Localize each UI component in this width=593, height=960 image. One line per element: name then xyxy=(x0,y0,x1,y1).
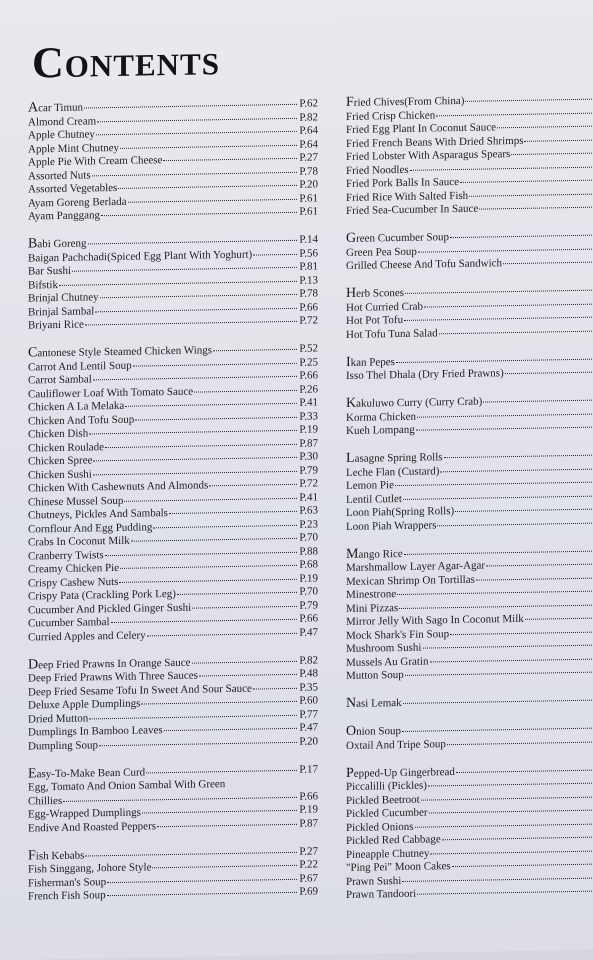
page-number: P.41 xyxy=(299,396,318,409)
recipe-name: Dried Mutton xyxy=(28,711,89,726)
dot-leader xyxy=(125,403,297,407)
contents-group xyxy=(28,232,318,333)
dot-leader xyxy=(153,524,297,528)
dot-leader xyxy=(107,878,297,882)
recipe-name: Isso Thel Dhala (Dry Fried Prawns) xyxy=(346,367,504,382)
recipe-name: Fried Rice With Salted Fish xyxy=(346,189,469,204)
dot-leader xyxy=(120,565,297,569)
page-number: P.20 xyxy=(299,734,318,748)
page-number: P.19 xyxy=(299,423,318,436)
recipe-name: Crabs In Coconut Milk xyxy=(28,534,130,549)
dot-leader xyxy=(199,674,297,677)
dot-leader xyxy=(405,289,593,294)
dot-leader xyxy=(157,823,297,826)
page-number: P.70 xyxy=(299,531,318,544)
recipe-name: Creamy Chicken Pie xyxy=(28,561,120,576)
dot-leader xyxy=(101,212,297,216)
page-number: P.79 xyxy=(299,598,318,612)
page-number: P.61 xyxy=(299,191,318,205)
dot-leader xyxy=(404,550,593,555)
dot-leader xyxy=(436,112,593,116)
recipe-name: Mushroom Sushi xyxy=(346,641,422,655)
page-number: P.22 xyxy=(299,858,318,871)
recipe-name: Bifstik xyxy=(28,278,58,292)
page-number: P.41 xyxy=(299,490,318,504)
recipe-name: Egg-Wrapped Dumplings xyxy=(28,806,141,821)
dot-leader xyxy=(85,851,297,856)
dot-leader xyxy=(192,605,297,608)
page-number: P.52 xyxy=(299,342,318,355)
dot-leader xyxy=(415,823,593,827)
dot-leader xyxy=(152,865,297,869)
recipe-name: Nasi Lemak xyxy=(346,695,402,711)
recipe-name: Mock Shark's Fin Soup xyxy=(346,627,450,642)
dot-leader xyxy=(452,863,593,867)
page-number: P.72 xyxy=(299,477,318,490)
recipe-name: Loon Piah(Spring Rolls) xyxy=(346,505,455,519)
dot-leader xyxy=(421,796,593,800)
page-number: P.72 xyxy=(299,314,318,327)
recipe-name: Marshmallow Layer Agar-Agar xyxy=(346,559,486,574)
contents-group xyxy=(346,720,593,753)
page-number: P.66 xyxy=(299,369,318,382)
page-title: Contents xyxy=(32,35,220,88)
contents-group xyxy=(28,341,318,644)
recipe-name: Cauliflower Loaf With Tomato Sauce xyxy=(28,385,194,401)
recipe-name: Briyani Rice xyxy=(28,318,84,332)
dot-leader xyxy=(469,193,593,196)
contents-group xyxy=(28,762,318,836)
page-number: P.82 xyxy=(299,110,318,124)
dot-leader xyxy=(192,660,298,663)
dot-leader xyxy=(439,330,593,334)
recipe-name: Hot Tofu Tuna Salad xyxy=(346,326,438,341)
recipe-name: Brinjal Sambal xyxy=(28,304,95,319)
recipe-name: Deep Fried Prawns With Three Sauces xyxy=(28,669,198,685)
dot-leader xyxy=(497,125,593,128)
dot-leader xyxy=(417,413,593,417)
page-number: P.20 xyxy=(299,178,318,191)
recipe-name: Mussels Au Gratin xyxy=(346,655,429,669)
dot-leader xyxy=(525,617,593,619)
contents-group xyxy=(346,447,593,534)
dot-leader xyxy=(128,198,298,202)
dot-leader xyxy=(511,152,593,155)
dot-leader xyxy=(135,416,297,420)
recipe-name: Chicken And Tofu Soup xyxy=(28,413,135,428)
recipe-name: Fried Pork Balls In Sauce xyxy=(346,175,460,190)
contents-group xyxy=(346,543,593,684)
page-number: P.27 xyxy=(299,844,318,858)
contents-group xyxy=(346,351,593,384)
page-number: P.26 xyxy=(299,382,318,396)
recipe-name: Mexican Shrimp On Tortillas xyxy=(346,573,475,588)
recipe-name: Pickled Red Cabbage xyxy=(346,833,441,847)
dot-leader xyxy=(456,769,593,773)
recipe-name: Apple Mint Chutney xyxy=(28,141,120,156)
contents-group xyxy=(346,227,593,273)
recipe-name: Pepped-Up Gingerbread xyxy=(346,765,455,781)
page-number: P.87 xyxy=(299,816,318,830)
dot-leader xyxy=(437,522,593,526)
recipe-name: Lentil Cutlet xyxy=(346,492,402,506)
page-number: P.35 xyxy=(299,680,318,694)
page-number: P.62 xyxy=(299,97,318,110)
dot-leader xyxy=(460,179,593,183)
recipe-name: Lasagne Spring Rolls xyxy=(346,450,443,466)
dot-leader xyxy=(397,590,593,595)
dot-leader xyxy=(253,687,297,689)
dot-leader xyxy=(424,303,593,307)
dot-leader xyxy=(483,399,593,402)
dot-leader xyxy=(88,240,298,245)
page-number: P.68 xyxy=(299,558,318,571)
recipe-name: Pineapple Chutney xyxy=(346,847,430,861)
page-number: P.87 xyxy=(299,436,318,450)
dot-leader xyxy=(253,253,297,255)
page-number: P.60 xyxy=(299,694,318,707)
dot-leader xyxy=(97,117,297,121)
page-number: P.30 xyxy=(299,450,318,463)
recipe-name: Fried Sea-Cucumber In Sauce xyxy=(346,202,479,217)
page-number: P.67 xyxy=(299,871,318,885)
recipe-name: Carrot And Lentil Soup xyxy=(28,359,132,374)
recipe-name: Fried Lobster With Asparagus Spears xyxy=(346,148,511,163)
recipe-name: Baigan Pachchadi(Spiced Egg Plant With Yoghurt) xyxy=(28,248,253,265)
page-number: P.14 xyxy=(299,233,318,246)
dot-leader xyxy=(131,538,298,542)
page-number: P.64 xyxy=(299,124,318,137)
page-number: P.47 xyxy=(299,721,318,734)
recipe-name: Piccalilli (Pickles) xyxy=(346,779,427,793)
recipe-name: Chicken Roulade xyxy=(28,440,105,455)
dot-leader xyxy=(417,890,593,894)
page-number: P.88 xyxy=(299,544,318,558)
recipe-name: Almond Cream xyxy=(28,114,97,129)
recipe-name: Chutneys, Pickles And Sambals xyxy=(28,507,168,522)
recipe-name: Mango Rice xyxy=(346,546,403,562)
dot-leader xyxy=(118,185,297,189)
recipe-name: Deluxe Apple Dumplings xyxy=(28,697,141,712)
recipe-name: Leche Flan (Custard) xyxy=(346,464,440,479)
recipe-name: Fried Egg Plant In Coconut Sauce xyxy=(346,121,497,136)
page-number: P.27 xyxy=(299,151,318,164)
page-number: P.23 xyxy=(299,517,318,531)
dot-leader xyxy=(119,578,297,582)
recipe-name: Chicken With Cashewnuts And Almonds xyxy=(28,479,209,495)
recipe-name: Mirror Jelly With Sago In Coconut Milk xyxy=(346,612,524,628)
dot-leader xyxy=(442,836,593,840)
contents-column-left xyxy=(28,96,318,917)
dot-leader xyxy=(403,699,593,704)
recipe-name: French Fish Soup xyxy=(28,889,106,903)
dot-leader xyxy=(147,632,298,636)
recipe-name: Pickled Onions xyxy=(346,820,414,834)
dot-leader xyxy=(133,362,298,366)
dot-leader xyxy=(146,769,297,773)
recipe-name: Dumplings In Bamboo Leaves xyxy=(28,724,163,739)
dot-leader xyxy=(428,782,593,786)
recipe-name: Cantonese Style Steamed Chicken Wings xyxy=(28,344,213,361)
recipe-name: Fried Crisp Chicken xyxy=(346,108,436,123)
recipe-name: Herb Scones xyxy=(346,285,405,301)
dot-leader xyxy=(105,443,297,447)
dot-leader xyxy=(142,810,297,814)
page-number: P.78 xyxy=(299,164,318,178)
dot-leader xyxy=(164,728,298,731)
dot-leader xyxy=(416,426,593,430)
recipe-name: Mini Pizzas xyxy=(346,601,399,615)
page-number: P.66 xyxy=(299,789,318,803)
dot-leader xyxy=(120,144,297,148)
dot-leader xyxy=(402,877,593,882)
recipe-name: Chicken Spree xyxy=(28,454,93,468)
dot-leader xyxy=(124,497,297,501)
dot-leader xyxy=(59,280,297,285)
recipe-name: Kakuluwo Curry (Curry Crab) xyxy=(346,395,483,411)
contents-column-right xyxy=(346,91,593,916)
page-number: P.19 xyxy=(299,571,318,585)
page-number: P.63 xyxy=(299,504,318,517)
recipe-name: Chicken A La Melaka xyxy=(28,399,125,414)
dot-leader xyxy=(107,892,298,896)
recipe-name: Grilled Cheese And Tofu Sandwich xyxy=(346,257,503,272)
dot-leader xyxy=(163,158,297,161)
dot-leader xyxy=(85,321,297,326)
recipe-name: Endive And Roasted Peppers xyxy=(28,819,157,835)
recipe-name: Fisherman's Soup xyxy=(28,875,107,890)
dot-leader xyxy=(93,470,297,475)
recipe-name: Babi Goreng xyxy=(28,236,87,252)
recipe-name: Crispy Pata (Crackling Pork Leg) xyxy=(28,587,176,603)
recipe-name: Fish Singgang, Johore Style xyxy=(28,861,152,876)
page-number: P.77 xyxy=(299,707,318,721)
dot-leader xyxy=(404,316,593,321)
dot-leader xyxy=(430,850,593,854)
dot-leader xyxy=(95,307,297,312)
dot-leader xyxy=(402,727,593,732)
recipe-name: Cornflour And Egg Pudding xyxy=(28,520,153,536)
recipe-name: Prawn Sushi xyxy=(346,874,402,888)
page-number: P.78 xyxy=(299,287,318,300)
page-number: P.13 xyxy=(299,273,318,287)
recipe-name: Carrot Sambal xyxy=(28,373,92,387)
recipe-name: Green Pea Soup xyxy=(346,245,417,259)
dot-leader xyxy=(111,619,298,623)
page-number: P.82 xyxy=(299,653,318,667)
page-number: P.69 xyxy=(299,885,318,898)
recipe-name: Fried Chives(From China) xyxy=(346,94,465,110)
recipe-name: Assorted Vegetables xyxy=(28,181,118,196)
recipe-name: Hot Curried Crab xyxy=(346,300,423,314)
contents-group xyxy=(346,91,593,218)
dot-leader xyxy=(177,592,297,595)
recipe-name: Hot Pot Tofu xyxy=(346,313,404,327)
dot-leader xyxy=(465,98,593,101)
dot-leader xyxy=(141,701,297,705)
recipe-name: Deep Fried Prawns In Orange Sauce xyxy=(28,656,191,673)
page-number: P.66 xyxy=(299,612,318,625)
recipe-name: Onion Soup xyxy=(346,723,402,739)
recipe-name: Korma Chicken xyxy=(346,410,416,424)
dot-leader xyxy=(93,376,297,381)
recipe-name: Cucumber Sambal xyxy=(28,616,110,630)
recipe-name: Chillies xyxy=(28,794,63,808)
dot-leader xyxy=(89,714,297,719)
dot-leader xyxy=(410,166,593,170)
recipe-name: Curried Apples and Celery xyxy=(28,628,146,644)
page-number: P.33 xyxy=(299,409,318,423)
contents-group xyxy=(346,282,593,342)
page-number: P.66 xyxy=(299,300,318,314)
dot-leader xyxy=(92,171,298,176)
page-number: P.47 xyxy=(299,625,318,639)
recipe-name: Mutton Soup xyxy=(346,668,404,682)
dot-leader xyxy=(169,511,297,514)
page-number: P.19 xyxy=(299,803,318,816)
recipe-name: Loon Piah Wrappers xyxy=(346,518,437,533)
dot-leader xyxy=(399,604,593,609)
dot-leader xyxy=(418,248,593,252)
dot-leader xyxy=(405,671,593,676)
dot-leader xyxy=(396,358,593,363)
contents-group xyxy=(346,762,593,903)
recipe-name: Chinese Mussel Soup xyxy=(28,494,124,509)
contents-group xyxy=(346,392,593,438)
dot-leader xyxy=(100,294,298,298)
dot-leader xyxy=(505,371,593,374)
dot-leader xyxy=(89,430,297,435)
contents-entry[interactable] xyxy=(346,692,593,711)
recipe-name: Minestrone xyxy=(346,588,397,601)
recipe-name: Apple Chutney xyxy=(28,128,95,142)
recipe-name: Egg, Tomato And Onion Sambal With Green xyxy=(28,778,226,794)
page-number: P.56 xyxy=(299,246,318,260)
dot-leader xyxy=(99,741,297,745)
recipe-name: Easy-To-Make Bean Curd xyxy=(28,765,146,782)
page-number: P.79 xyxy=(299,463,318,477)
recipe-name: Pickled Beetroot xyxy=(346,793,420,807)
contents-group xyxy=(346,692,593,711)
recipe-name: Ayam Goreng Berlada xyxy=(28,195,127,210)
dot-leader xyxy=(213,349,297,351)
recipe-name: Oxtail And Tripe Soup xyxy=(346,737,446,752)
recipe-name: Deep Fried Sesame Tofu In Sweet And Sour Sauce xyxy=(28,682,252,699)
recipe-name: Chicken Sushi xyxy=(28,467,92,482)
dot-leader xyxy=(423,644,593,648)
dot-leader xyxy=(96,131,297,136)
recipe-name: Ayam Panggang xyxy=(28,209,101,223)
dot-leader xyxy=(105,551,298,555)
dot-leader xyxy=(479,206,593,209)
dot-leader xyxy=(209,484,297,487)
recipe-name: Ikan Pepes xyxy=(346,354,395,370)
dot-leader xyxy=(455,508,593,512)
page-number: P.61 xyxy=(299,205,318,218)
recipe-name: Fried French Beans With Dried Shrimps xyxy=(346,134,524,150)
page-number: P.17 xyxy=(299,762,318,776)
contents-group xyxy=(28,653,318,754)
recipe-name: Fish Kebabs xyxy=(28,847,85,864)
recipe-name: Green Cucumber Soup xyxy=(346,230,449,246)
dot-leader xyxy=(476,577,593,580)
recipe-name: Acar Timun xyxy=(28,100,84,116)
dot-leader xyxy=(444,454,593,458)
dot-leader xyxy=(403,495,593,500)
dot-leader xyxy=(486,563,593,566)
recipe-name: Brinjal Chutney xyxy=(28,291,99,305)
recipe-name: "Ping Pei" Moon Cakes xyxy=(346,860,451,874)
dot-leader xyxy=(524,139,593,141)
recipe-name: Chicken Dish xyxy=(28,427,89,441)
dot-leader xyxy=(503,261,593,264)
recipe-name: Assorted Nuts xyxy=(28,168,91,183)
dot-leader xyxy=(194,389,297,392)
dot-leader xyxy=(395,481,593,486)
contents-group xyxy=(28,844,318,904)
recipe-name: Apple Pie With Cream Cheese xyxy=(28,154,163,169)
page-number: P.48 xyxy=(299,667,318,680)
recipe-name: Fried Noodles xyxy=(346,163,409,177)
page-number: P.64 xyxy=(299,137,318,151)
dot-leader xyxy=(84,104,297,109)
dot-leader xyxy=(440,468,593,472)
recipe-name: Kueh Lompang xyxy=(346,423,415,437)
dot-leader xyxy=(63,796,297,801)
page-number: P.70 xyxy=(299,585,318,598)
page-number: P.81 xyxy=(299,260,318,273)
recipe-name: Cranberry Twists xyxy=(28,548,104,563)
recipe-name: Dumpling Soup xyxy=(28,738,98,753)
dot-leader xyxy=(93,457,297,462)
dot-leader xyxy=(72,267,297,272)
contents-group xyxy=(28,96,318,224)
dot-leader xyxy=(447,741,593,745)
recipe-name: Lemon Pie xyxy=(346,479,394,492)
recipe-name: Cucumber And Pickled Ginger Sushi xyxy=(28,601,192,617)
dot-leader xyxy=(429,809,593,813)
recipe-name: Crispy Cashew Nuts xyxy=(28,575,119,590)
recipe-name: Prawn Tandoori xyxy=(346,887,417,901)
recipe-name: Bar Sushi xyxy=(28,264,72,278)
dot-leader xyxy=(450,631,593,635)
dot-leader xyxy=(450,234,593,238)
page-number: P.25 xyxy=(299,355,318,369)
recipe-name: Pickled Cucumber xyxy=(346,806,428,820)
dot-leader xyxy=(430,658,593,662)
